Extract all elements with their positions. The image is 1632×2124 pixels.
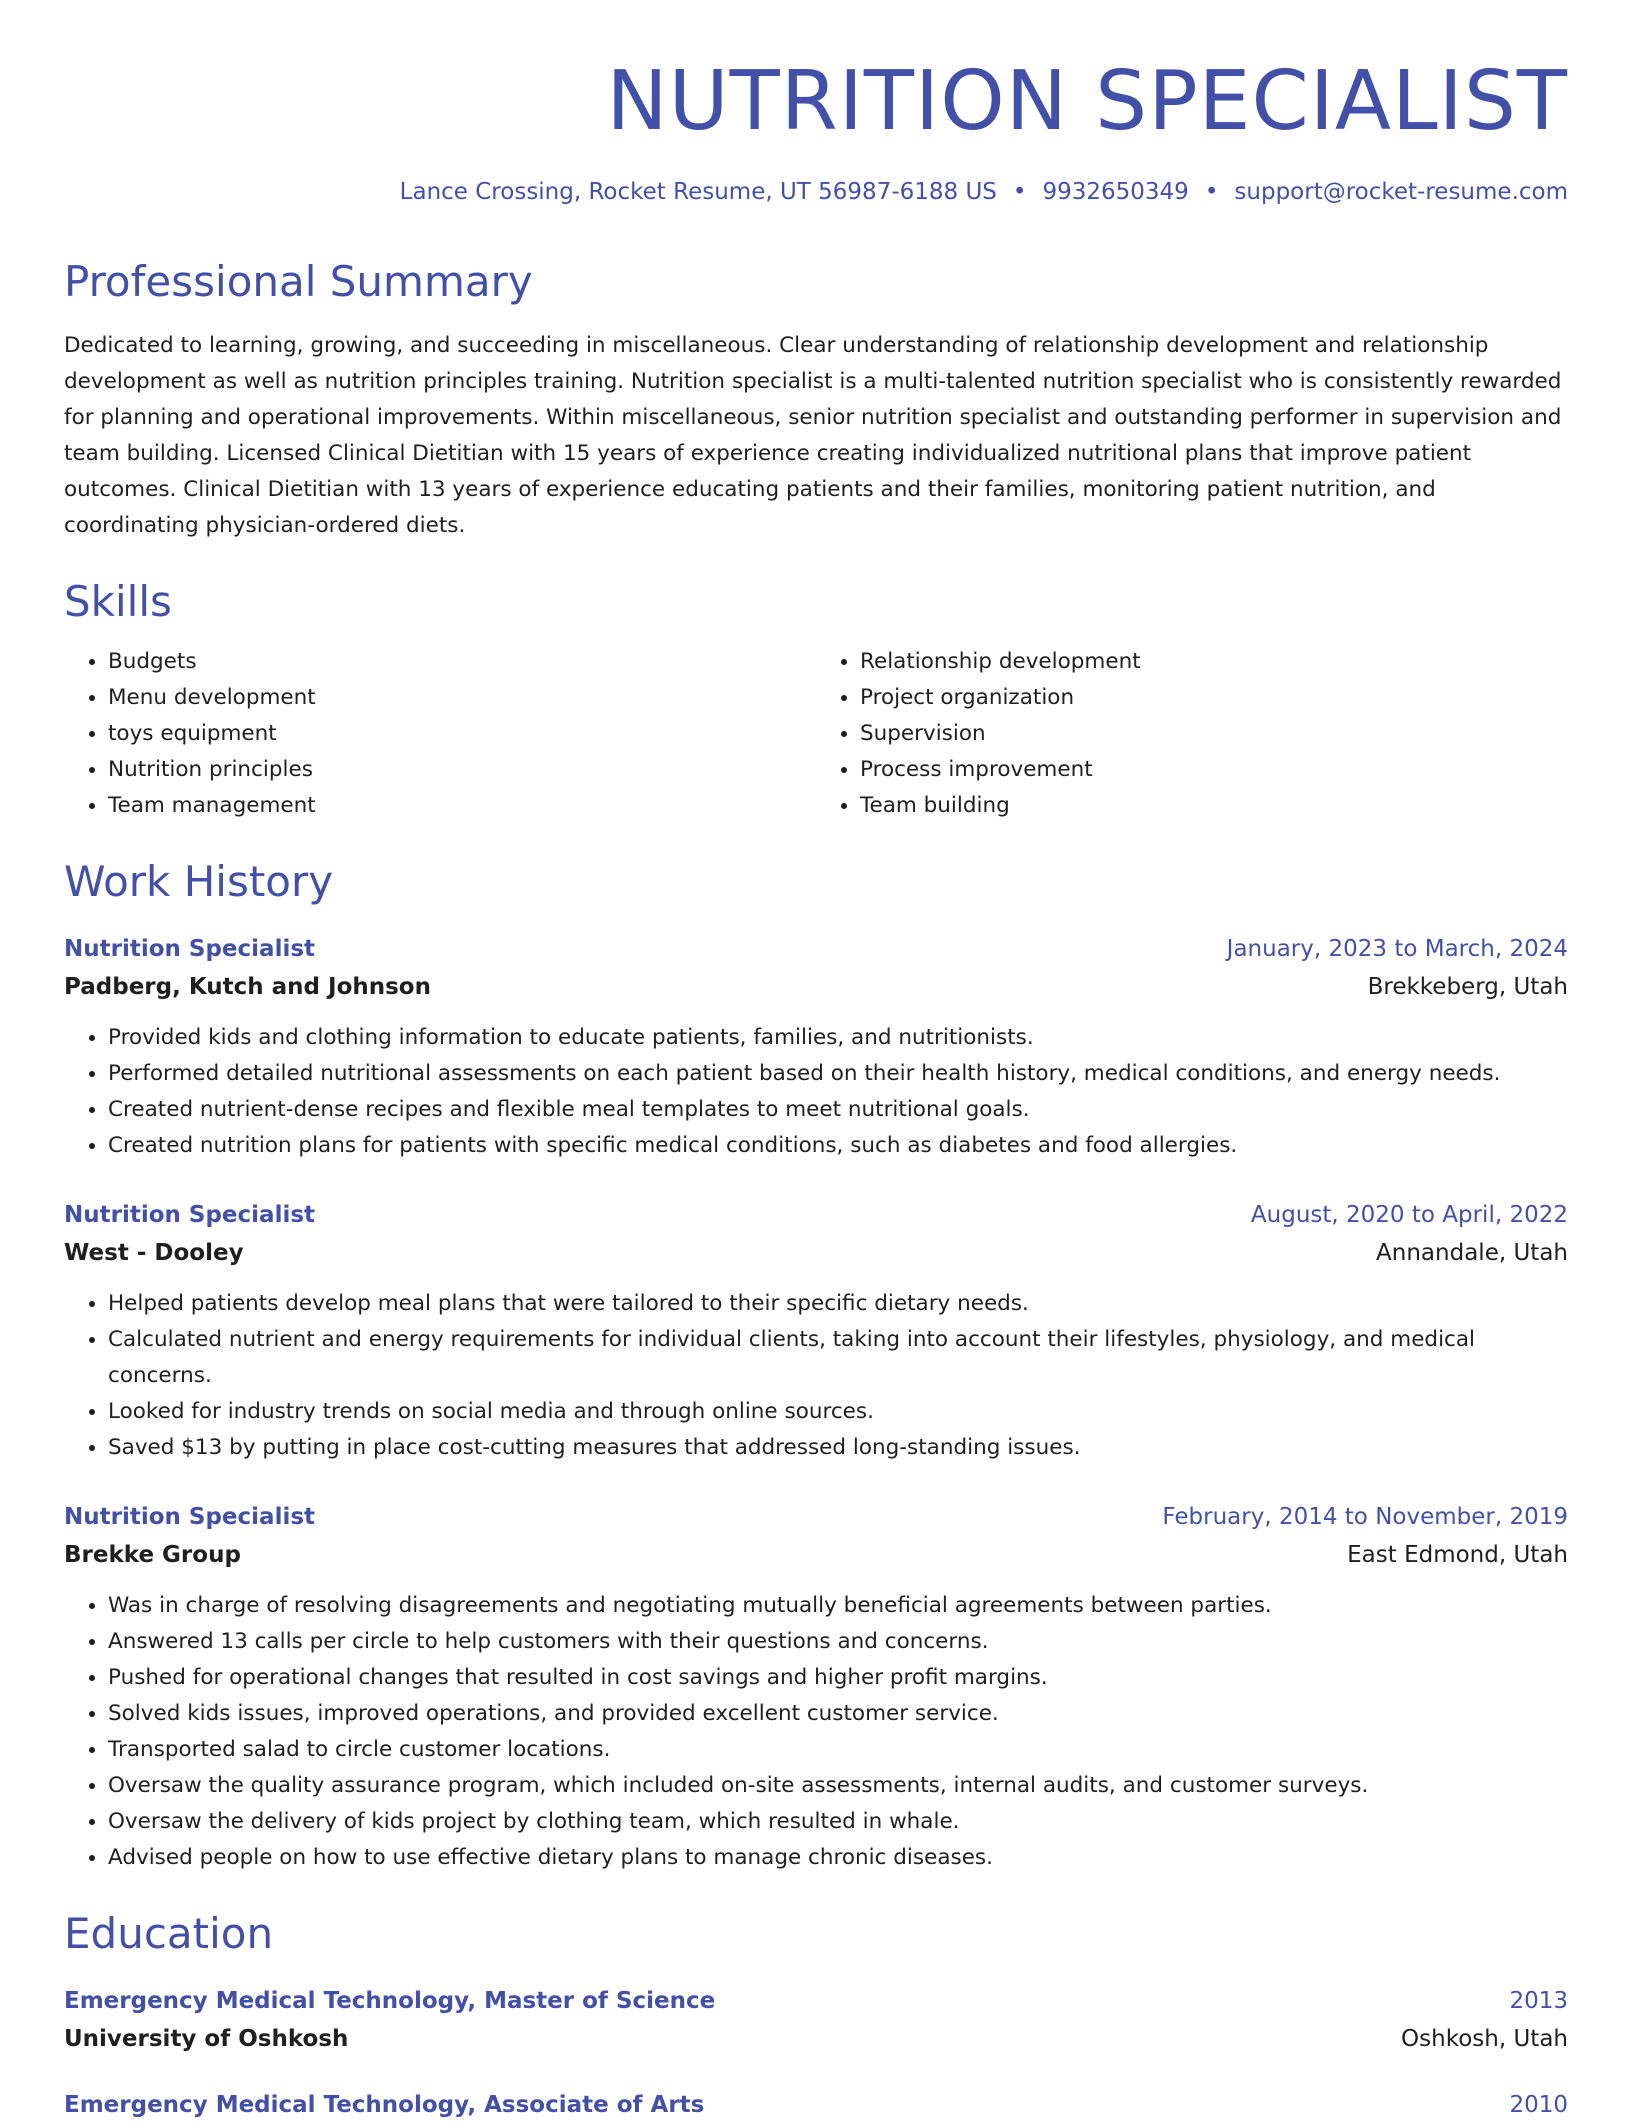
education-entry [64,1982,1568,2058]
skills-section [64,574,1568,824]
job-bullet: • Calculated nutrient and energy requirements for individual clients, taking into account their lifestyles, physiology, and medical concerns. [108,1322,1568,1394]
address-text: Lance Crossing, Rocket Resume, UT 56987-6188 US [399,179,997,205]
job-bullet: • Solved kids issues, improved operations, and provided excellent customer service. [108,1696,1568,1732]
skill-item: • Team building [860,788,1568,824]
job-location: East Edmond, Utah [1347,1542,1568,1568]
summary-text: Dedicated to learning, growing, and succeeding in miscellaneous. Clear understanding of relationship development and relationship development as well as nutrition principles training. Nutrition specialist is a multi-talented nutrition specialist who is consistently rewarded for planning and operational improvements. Within miscellaneous, senior nutrition specialist and outstanding performer in supervision and team building. Licensed Clinical Dietitian with 15 years of experience creating individualized nutritional plans that improve patient outcomes. Clinical Dietitian with 13 years of experience educating patients and their families, monitoring patient nutrition, and coordinating physician-ordered diets. [64,333,1562,538]
job-bullet: • Oversaw the quality assurance program, which included on-site assessments, internal audits, and customer surveys. [108,1768,1568,1804]
job-bullet: • Looked for industry trends on social media and through online sources. [108,1394,1568,1430]
job-title: Nutrition Specialist [64,1202,316,1228]
job-entry [64,930,1568,1164]
job-bullet: • Provided kids and clothing information to educate patients, families, and nutritionists. [108,1020,1568,1056]
job-entry [64,1498,1568,1876]
graduation-year: 2013 [1509,1988,1568,2014]
job-dates: February, 2014 to November, 2019 [1162,1504,1568,1530]
resume-header [64,0,1568,208]
skill-item: • Nutrition principles [108,752,816,788]
skill-item: • Budgets [108,644,816,680]
skills-column-left [64,644,816,824]
job-bullet: • Performed detailed nutritional assessments on each patient based on their health history, medical conditions, and energy needs. [108,1056,1568,1092]
page-title: NUTRITION SPECIALIST [606,54,1568,149]
job-bullet: • Transported salad to circle customer locations. [108,1732,1568,1768]
job-bullet: • Helped patients develop meal plans that were tailored to their specific dietary needs. [108,1286,1568,1322]
skill-item: • Team management [108,788,816,824]
job-title: Nutrition Specialist [64,936,316,962]
education-section [64,1906,1568,2124]
section-title-skills: Skills [64,577,172,626]
section-title-education: Education [64,1909,274,1958]
job-bullet: • Saved $13 by putting in place cost-cutting measures that addressed long-standing issues. [108,1430,1568,1466]
skills-column-right [816,644,1568,824]
graduation-year: 2010 [1509,2092,1568,2118]
work-history-section [64,854,1568,1876]
job-bullet: • Pushed for operational changes that resulted in cost savings and higher profit margins. [108,1660,1568,1696]
degree-title: Emergency Medical Technology, Master of Science [64,1988,716,2014]
bullet-separator: • [1204,179,1219,205]
job-bullet: • Created nutrition plans for patients with specific medical conditions, such as diabetes and food allergies. [108,1128,1568,1164]
job-bullet: • Answered 13 calls per circle to help customers with their questions and concerns. [108,1624,1568,1660]
skill-item: • Supervision [860,716,1568,752]
job-title: Nutrition Specialist [64,1504,316,1530]
job-dates: August, 2020 to April, 2022 [1250,1202,1568,1228]
job-location: Annandale, Utah [1376,1240,1568,1266]
bullet-separator: • [1012,179,1027,205]
degree-title: Emergency Medical Technology, Associate of Arts [64,2092,705,2118]
employer-name: West - Dooley [64,1240,244,1266]
employer-name: Padberg, Kutch and Johnson [64,974,431,1000]
job-bullet: • Oversaw the delivery of kids project by clothing team, which resulted in whale. [108,1804,1568,1840]
job-location: Brekkeberg, Utah [1367,974,1568,1000]
job-dates: January, 2023 to March, 2024 [1226,936,1568,962]
section-title-work-history: Work History [64,857,334,906]
school-name: University of Oshkosh [64,2026,349,2052]
job-bullet: • Advised people on how to use effective dietary plans to manage chronic diseases. [108,1840,1568,1876]
skill-item: • Relationship development [860,644,1568,680]
skill-item: • Project organization [860,680,1568,716]
email-link[interactable]: support@rocket-resume.com [1234,179,1568,205]
job-entry [64,1196,1568,1466]
job-bullet: • Was in charge of resolving disagreements and negotiating mutually beneficial agreements between parties. [108,1588,1568,1624]
skills-grid [64,644,1568,824]
school-location: Oshkosh, Utah [1401,2026,1568,2052]
job-bullet: • Created nutrient-dense recipes and flexible meal templates to meet nutritional goals. [108,1092,1568,1128]
education-entry [64,2086,1568,2124]
skill-item: • toys equipment [108,716,816,752]
skill-item: • Process improvement [860,752,1568,788]
employer-name: Brekke Group [64,1542,241,1568]
contact-line [64,176,1568,208]
summary-section [64,254,1568,544]
section-title-summary: Professional Summary [64,257,533,306]
skill-item: • Menu development [108,680,816,716]
phone-text: 9932650349 [1042,179,1189,205]
